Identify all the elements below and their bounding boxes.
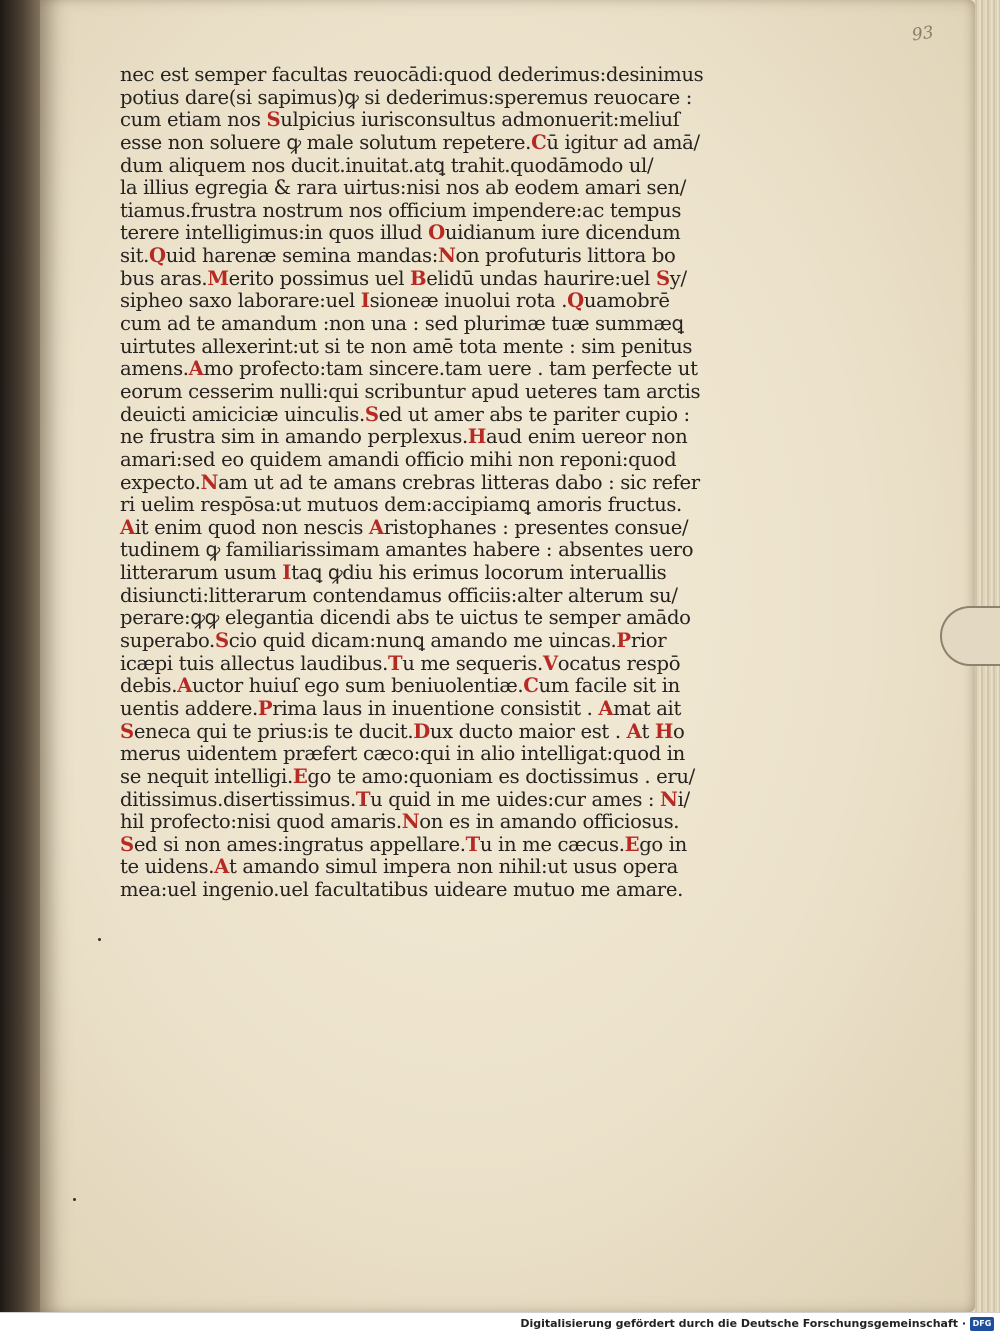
text-line [120, 449, 760, 472]
text-run: nec est semper facultas reuocādi:quod dederimus:desinimus [120, 63, 704, 86]
text-line [120, 177, 760, 200]
text-line [120, 653, 760, 676]
text-line [120, 290, 760, 313]
text-line [120, 426, 760, 449]
text-run: aud enim uereor non [486, 425, 688, 449]
text-run: ne frustra sim in amando perplexus. [120, 425, 468, 449]
rubricated-initial: S [655, 266, 670, 290]
text-run: on es in amando officiosus. [419, 810, 680, 834]
folio-number: 93 [910, 22, 935, 46]
rubricated-initial: T [355, 787, 371, 811]
rubricated-initial: S [364, 402, 379, 426]
rubricated-initial: N [401, 810, 420, 834]
text-line [120, 834, 760, 857]
rubricated-initial: A [177, 674, 192, 698]
text-run: ulpicius iurisconsultus admonuerit:meliuſ [280, 108, 680, 132]
text-run: disiuncti:litterarum contendamus officiis:alter alterum su/ [120, 583, 678, 607]
rubricated-initial: I [360, 289, 370, 313]
text-line [120, 87, 760, 110]
rubricated-initial: S [214, 629, 229, 653]
rubricated-initial: E [624, 832, 640, 856]
funding-credit: Digitalisierung gefördert durch die Deutsche Forschungsgemeinschaft · [520, 1317, 966, 1330]
text-run: siphe​o saxo laborare:uel [120, 289, 361, 313]
text-run: u in me cæcus. [479, 832, 625, 856]
text-run: mat ait [613, 696, 681, 720]
text-run: uctor huiuſ ego sum beniuolentiæ. [192, 674, 524, 698]
text-run: merus uidentem præfert cæco:qui in alio intelligat:quod in [120, 742, 685, 766]
text-run: t [641, 719, 655, 743]
rubricated-initial: P [257, 696, 273, 720]
text-run: ristophanes : presentes consue/ [383, 515, 689, 539]
text-line [120, 109, 760, 132]
text-line [120, 630, 760, 653]
text-run: ed ut amer abs te pariter cupio : [378, 402, 690, 426]
text-run: uidianum iure dicendum [444, 221, 681, 245]
text-run: i/ [677, 787, 690, 811]
rubricated-initial: H [467, 425, 487, 449]
text-run: debis. [120, 674, 178, 698]
rubricated-initial: P [616, 629, 631, 653]
text-line [120, 358, 760, 381]
text-line [120, 155, 760, 178]
text-line [120, 313, 760, 336]
rubricated-initial: N [660, 787, 678, 811]
text-run: uirtutes allexerint:ut si te non amē tota mente : sim penitus [120, 334, 693, 358]
text-run: te uidens. [120, 855, 215, 879]
text-run: rior [630, 629, 667, 653]
text-run: ocatus respō [557, 651, 681, 675]
text-run: litterarum usum [120, 561, 283, 585]
rubricated-initial: H [654, 719, 674, 743]
rubricated-initial: A [188, 357, 204, 381]
footer-bar [0, 1312, 1000, 1336]
rubricated-initial: A [598, 696, 614, 720]
rubricated-initial: E [292, 764, 308, 788]
rubricated-initial: A [214, 855, 229, 879]
text-run: tudinem ꝙ familiarissimam amantes habere : absentes uero [120, 538, 694, 562]
text-line [120, 562, 760, 585]
text-run: ū igitur ad amā/ [546, 130, 700, 154]
text-line [120, 64, 760, 87]
text-line [120, 789, 760, 812]
text-run: expecto. [120, 470, 201, 494]
rubricated-initial: Q [149, 244, 166, 268]
rubricated-initial: O [428, 221, 445, 245]
text-line [120, 585, 760, 608]
text-line [120, 539, 760, 562]
text-run: uamobrē [583, 289, 670, 313]
text-run: o [673, 719, 685, 743]
text-run: eneca qui te prius:is te ducit. [133, 719, 414, 743]
text-run: sit. [120, 244, 150, 268]
rubricated-initial: C [523, 674, 539, 698]
rubricated-initial: D [413, 719, 430, 743]
text-run: dum aliquem nos ducit.inuitat.atꝗ trahit.quodāmodo ul/ [120, 153, 654, 177]
text-line [120, 811, 760, 834]
text-line [120, 879, 760, 902]
text-run: amens. [120, 357, 189, 381]
text-line [120, 494, 760, 517]
text-run: icæpi tuis allectus laudibus. [120, 651, 388, 675]
text-line [120, 336, 760, 359]
rubricated-initial: C [531, 130, 547, 154]
text-run: taꝗ ꝙdiu his erimus locorum interuallis [291, 561, 667, 585]
text-run: elidū undas haurire:uel [426, 266, 656, 290]
text-run: deuicti amiciciæ uinculis. [120, 402, 365, 426]
text-line [120, 200, 760, 223]
text-run: tiamus.frustra nostrum nos officium impendere:ac tempus [120, 198, 682, 222]
text-run: se nequit intelligi. [120, 764, 293, 788]
ink-speck [98, 938, 101, 941]
dfg-logo: DFG [970, 1317, 994, 1331]
text-line [120, 856, 760, 879]
text-run: go in [639, 832, 687, 856]
text-run: eorum cesserim nulli:qui scribuntur apud ueteres tam arctis [120, 379, 701, 403]
rubricated-initial: A [120, 515, 135, 539]
rubricated-initial: T [465, 832, 480, 856]
rubricated-initial: S [120, 719, 134, 743]
text-run: amari:sed eo quidem amandi officio mihi non reponi:quod [120, 447, 677, 471]
rubricated-initial: Q [567, 289, 584, 313]
rubricated-initial: S [120, 832, 134, 856]
text-line [120, 472, 760, 495]
text-line [120, 517, 760, 540]
text-run: u quid in me uides:cur ames : [370, 787, 661, 811]
text-line [120, 268, 760, 291]
text-line [120, 675, 760, 698]
text-line [120, 381, 760, 404]
text-line [120, 766, 760, 789]
text-line [120, 721, 760, 744]
text-run: hil profecto:nisi quod amaris. [120, 810, 402, 834]
text-run: u me sequeris. [402, 651, 543, 675]
text-run: ri uelim respōsa:ut mutuos dem:accipiamꝗ amoris fructus. [120, 493, 682, 517]
text-run: terere intelligimus:in quos illud [120, 221, 429, 245]
text-run: cum etiam nos [120, 108, 267, 132]
text-run: am ut ad te amans crebras litteras dabo : sic refer [218, 470, 700, 494]
text-line [120, 245, 760, 268]
text-run: bus aras. [120, 266, 208, 290]
text-run: go te amo:quoniam es doctissimus . eru/ [307, 764, 695, 788]
text-line [120, 607, 760, 630]
rubricated-initial: I [282, 561, 292, 585]
text-run: sioneæ inuolui rota . [369, 289, 568, 313]
rubricated-initial: N [437, 244, 456, 268]
text-run: ux ducto maior est . [429, 719, 627, 743]
rubricated-initial: N [200, 470, 219, 494]
text-line [120, 222, 760, 245]
ink-speck [73, 1198, 76, 1201]
text-run: it enim quod non nescis [134, 515, 369, 539]
text-run: mea:uel ingenio.uel facultatibus uidear​e mutuo me amare. [120, 878, 683, 902]
text-run: la illius egregia & rara uirtus:nisi nos ab eodem amari sen/ [120, 176, 686, 200]
page-tab [940, 606, 1000, 666]
text-line [120, 404, 760, 427]
rubricated-initial: A [626, 719, 642, 743]
text-run: mo profecto:tam sincere.tam uere . tam perfecte ut [203, 357, 698, 381]
rubricated-initial: A [368, 515, 384, 539]
rubricated-initial: M [207, 266, 229, 290]
text-run: rima laus in inuentione consistit . [272, 696, 599, 720]
text-run: cum ad te amandum :non una : sed plurimæ tuæ summæꝗ [120, 312, 684, 336]
rubricated-initial: T [387, 651, 403, 675]
text-run: uentis addere. [120, 696, 258, 720]
latin-text-block [120, 64, 760, 902]
text-run: um facile sit in [538, 674, 680, 698]
text-run: potius dare(si sapimus)ꝙ si dederimus:speremus reuocare : [120, 85, 692, 109]
text-run: ed si non ames:ingratus appellare. [133, 832, 466, 856]
text-run: esse non soluere ꝙ male solutum repetere. [120, 130, 532, 154]
text-line [120, 698, 760, 721]
text-run: ditissimus.disertissimus. [120, 787, 356, 811]
text-run: t amando simul impera non nihil:ut usus opera [228, 855, 678, 879]
text-run: perare:ꝙꝙ elegantia dicendi abs te uictus te semper amādo [120, 606, 691, 630]
text-run: superabo. [120, 629, 215, 653]
text-run: cio quid dicam:nunꝗ amando me uincas. [228, 629, 617, 653]
rubricated-initial: V [542, 651, 558, 675]
text-line [120, 132, 760, 155]
rubricated-initial: B [410, 266, 427, 290]
text-run: erito possimus uel [228, 266, 411, 290]
text-line [120, 743, 760, 766]
rubricated-initial: S [266, 108, 281, 132]
text-run: y/ [669, 266, 687, 290]
text-run: uid harenæ semina mandas: [165, 244, 438, 268]
text-run: on profuturis littora bo [455, 244, 676, 268]
